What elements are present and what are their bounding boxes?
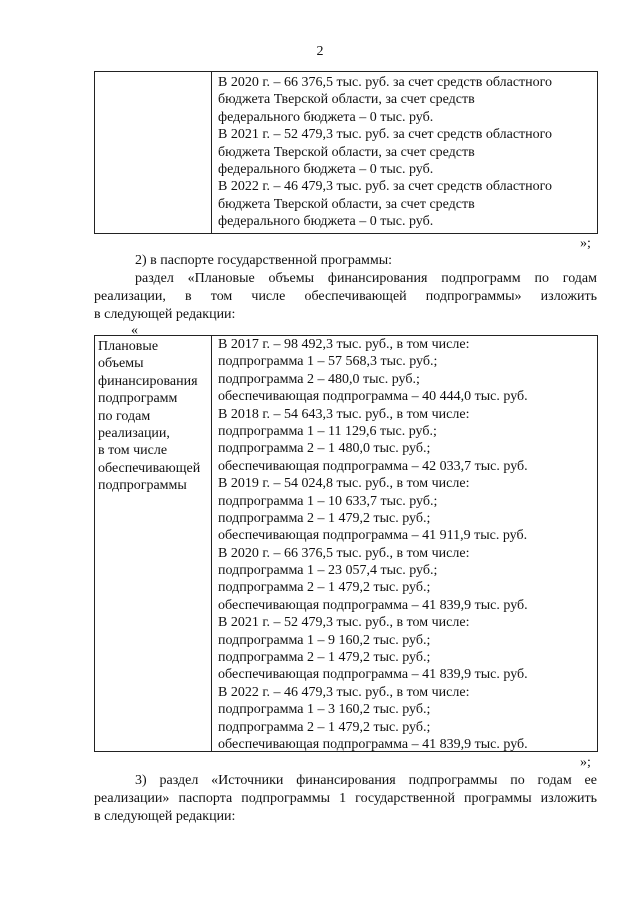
paragraph-2-line-3: реализации, в том числе обеспечивающей подпрограммы» изложить <box>94 289 597 304</box>
paragraph-2-line-2: раздел «Плановые объемы финансирования подпрограмм по годам <box>135 271 597 286</box>
cell-line: В 2021 г. – 52 479,3 тыс. руб., в том числе: <box>218 615 470 631</box>
funding-by-year-cell <box>218 336 528 753</box>
cell-line: бюджета Тверской области, за счет средств <box>218 92 475 108</box>
paragraph-2-line-4: в следующей редакции: <box>94 307 236 322</box>
cell-line: подпрограмма 2 – 1 479,2 тыс. руб.; <box>218 510 431 526</box>
cell-line: подпрограмма 1 – 3 160,2 тыс. руб.; <box>218 702 431 718</box>
cell-line: подпрограмма 2 – 1 480,0 тыс. руб.; <box>218 441 431 457</box>
cell-line: бюджета Тверской области, за счет средств <box>218 196 475 212</box>
cell-line: бюджета Тверской области, за счет средств <box>218 144 475 160</box>
cell-line: Плановые <box>98 339 159 354</box>
cell-line: В 2020 г. – 66 376,5 тыс. руб., в том числе: <box>218 545 470 561</box>
cell-line: В 2019 г. – 54 024,8 тыс. руб., в том числе: <box>218 476 470 492</box>
paragraph-3-line-2: реализации» паспорта подпрограммы 1 государственной программы изложить <box>94 791 597 806</box>
cell-line: обеспечивающая подпрограмма – 40 444,0 тыс. руб. <box>218 389 528 405</box>
cell-line: подпрограмма 1 – 9 160,2 тыс. руб.; <box>218 632 431 648</box>
cell-line: В 2017 г. – 98 492,3 тыс. руб., в том числе: <box>218 337 470 352</box>
paragraph-3-line-1: 3) раздел «Источники финансирования подпрограммы по годам ее <box>135 773 597 788</box>
cell-line: финансирования <box>98 373 198 389</box>
paragraph-3-line-3: в следующей редакции: <box>94 809 236 824</box>
page-number: 2 <box>316 44 324 59</box>
cell-line: подпрограмма 2 – 1 479,2 тыс. руб.; <box>218 719 431 735</box>
opening-quote-mark: « <box>131 323 138 338</box>
funding-sources-cell <box>218 74 552 231</box>
cell-line: обеспечивающая подпрограмма – 42 033,7 тыс. руб. <box>218 458 528 474</box>
closing-quote-mark: »; <box>580 755 591 770</box>
cell-line: подпрограмма 2 – 1 479,2 тыс. руб.; <box>218 580 431 596</box>
closing-quote-mark: »; <box>580 236 591 251</box>
cell-line: федерального бюджета – 0 тыс. руб. <box>218 161 434 177</box>
cell-line: В 2018 г. – 54 643,3 тыс. руб., в том числе: <box>218 406 470 422</box>
cell-line: обеспечивающая подпрограмма – 41 839,9 тыс. руб. <box>218 597 528 613</box>
cell-line: подпрограмма 1 – 10 633,7 тыс. руб.; <box>218 493 438 509</box>
cell-line: В 2022 г. – 46 479,3 тыс. руб., в том числе: <box>218 684 470 700</box>
cell-line: подпрограмма 1 – 57 568,3 тыс. руб.; <box>218 354 438 370</box>
cell-line: федерального бюджета – 0 тыс. руб. <box>218 214 434 230</box>
cell-line: подпрограмма 2 – 480,0 тыс. руб.; <box>218 371 420 387</box>
cell-line: подпрограммы <box>98 478 187 494</box>
cell-line: федерального бюджета – 0 тыс. руб. <box>218 109 434 125</box>
cell-line: В 2020 г. – 66 376,5 тыс. руб. за счет средств областного <box>218 75 553 90</box>
paragraph-2-line-1: 2) в паспорте государственной программы: <box>135 253 393 268</box>
table-column-divider <box>211 336 212 751</box>
cell-line: объемы <box>98 356 144 372</box>
funding-table-continued <box>94 71 598 234</box>
cell-line: подпрограмма 1 – 11 129,6 тыс. руб.; <box>218 423 437 439</box>
planned-funding-table <box>94 335 598 752</box>
cell-line: подпрограмма 1 – 23 057,4 тыс. руб.; <box>218 563 438 579</box>
cell-line: подпрограмма 2 – 1 479,2 тыс. руб.; <box>218 650 431 666</box>
cell-line: подпрограмм <box>98 391 178 407</box>
cell-line: реализации, <box>98 425 170 441</box>
cell-line: обеспечивающая подпрограмма – 41 839,9 тыс. руб. <box>218 667 528 683</box>
cell-line: обеспечивающей <box>98 460 201 476</box>
cell-line: по годам <box>98 408 151 424</box>
table-column-divider <box>211 72 212 233</box>
cell-line: В 2021 г. – 52 479,3 тыс. руб. за счет средств областного <box>218 127 553 143</box>
cell-line: обеспечивающая подпрограмма – 41 839,9 тыс. руб. <box>218 736 528 752</box>
cell-line: обеспечивающая подпрограмма – 41 911,9 тыс. руб. <box>218 528 528 544</box>
cell-line: В 2022 г. – 46 479,3 тыс. руб. за счет средств областного <box>218 179 553 195</box>
cell-line: в том числе <box>98 443 168 459</box>
section-title-cell <box>98 338 200 495</box>
